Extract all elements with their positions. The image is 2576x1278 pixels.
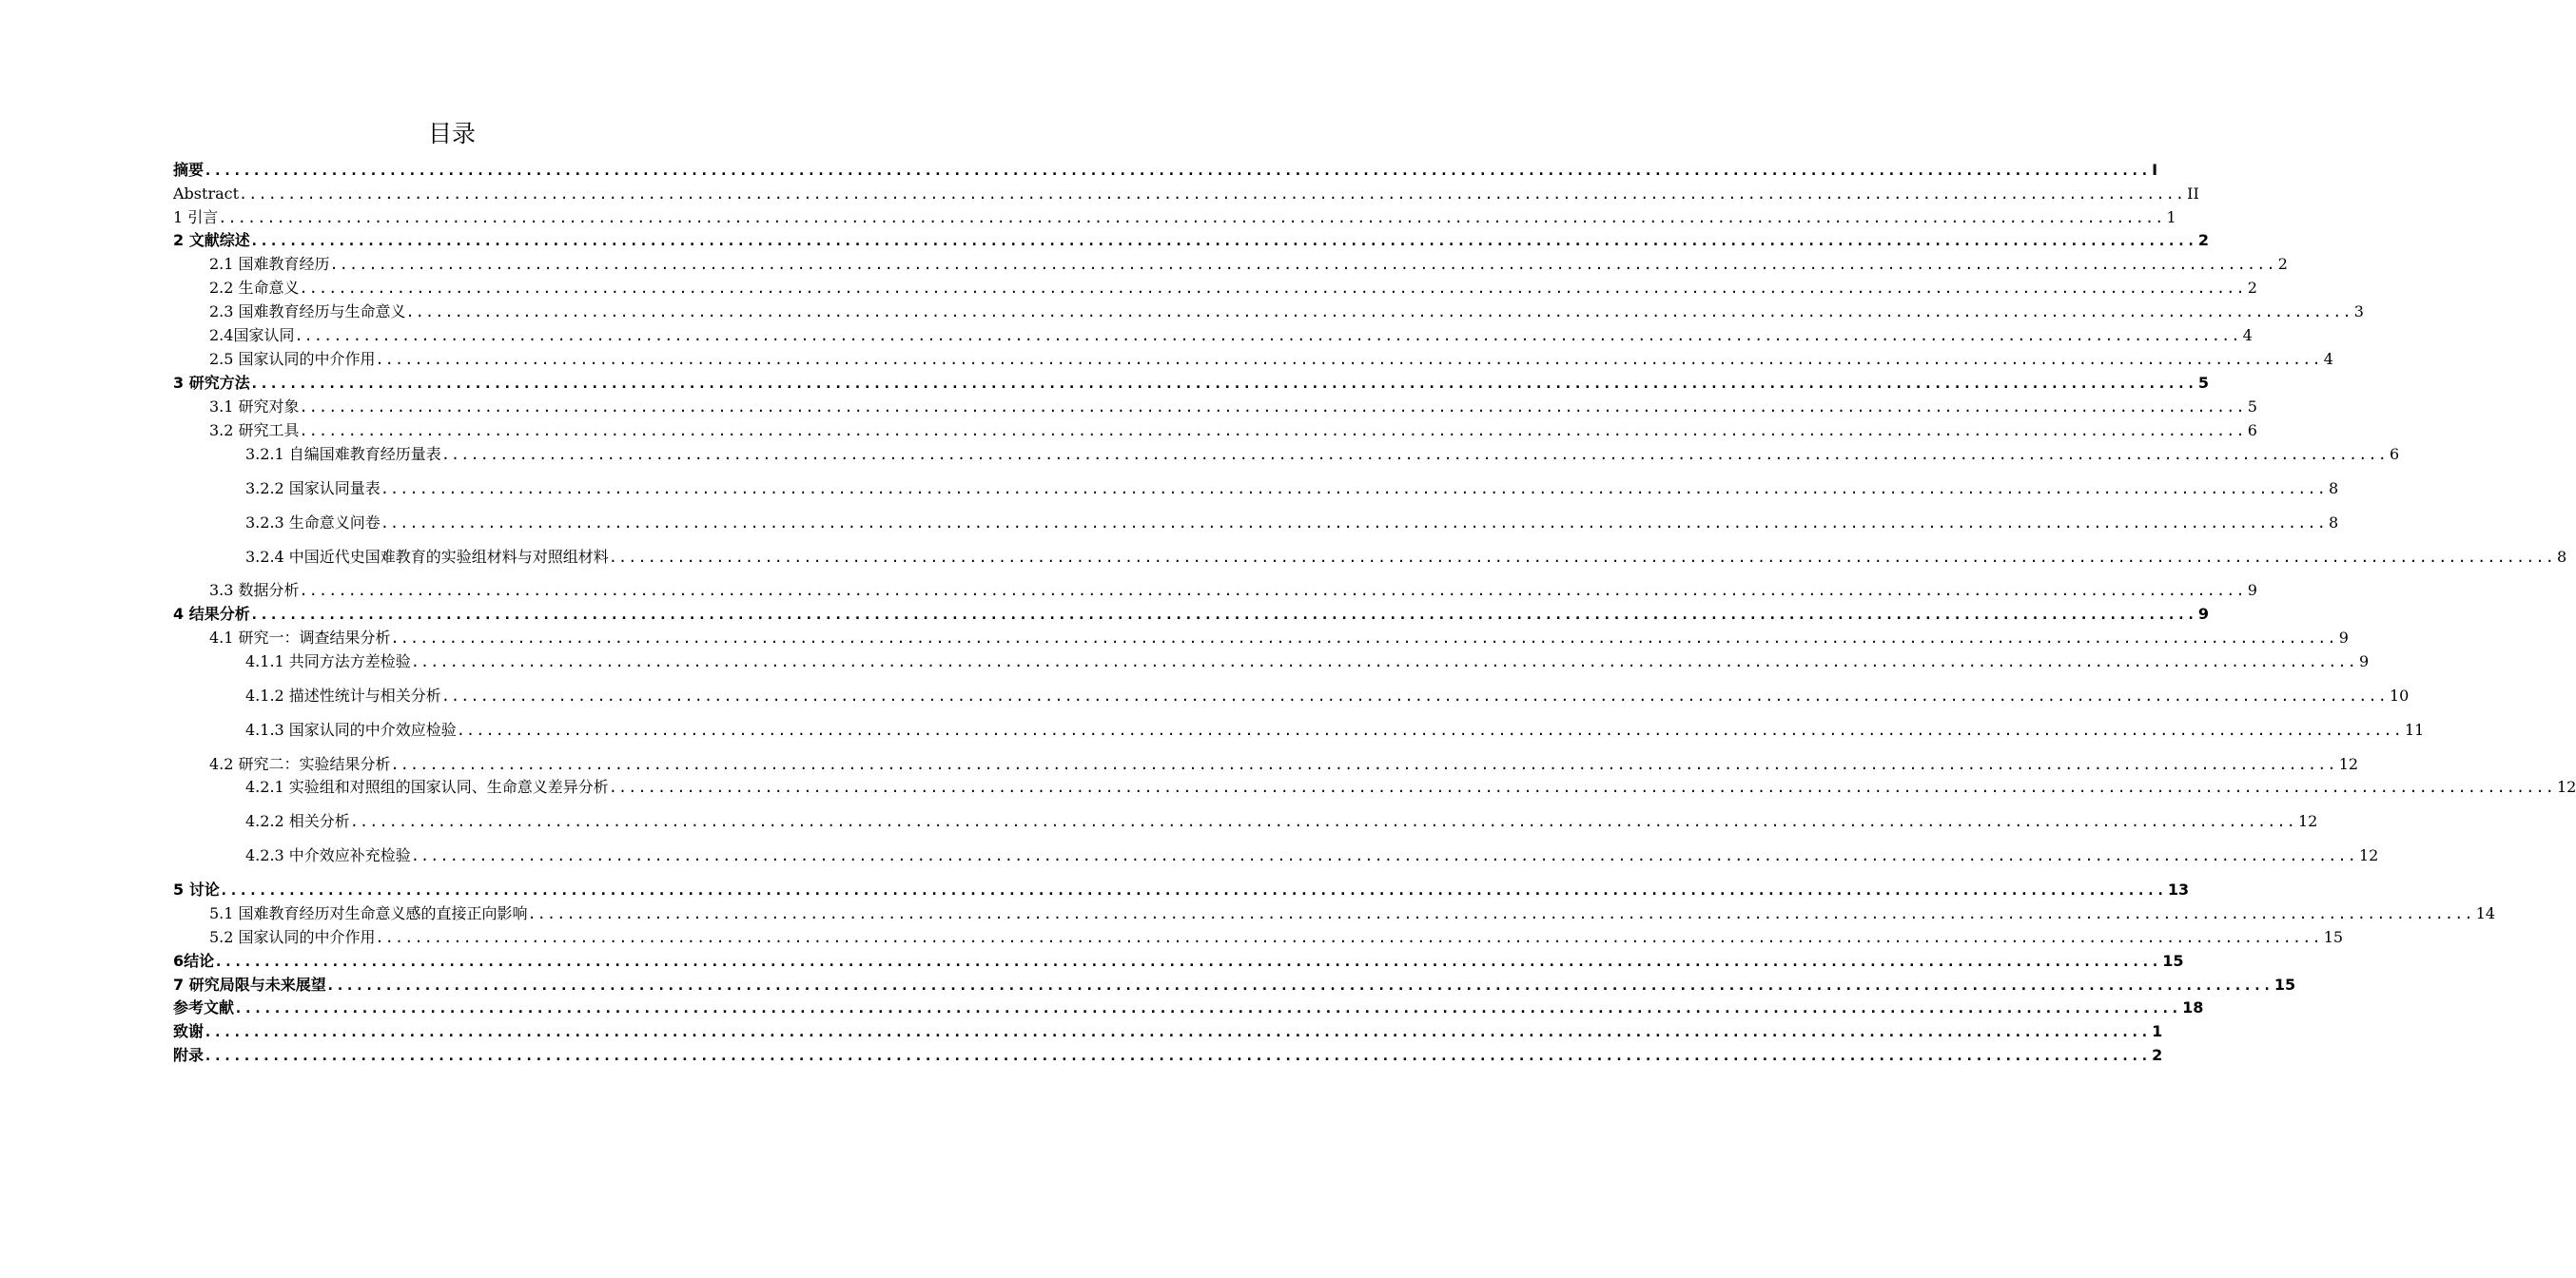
toc-entry-label: 4 结果分析 (173, 605, 250, 623)
toc-leader-dots: ........................................................................................................................................................................................................ (249, 232, 2196, 249)
toc-entry-label: 2.2 生命意义 (209, 279, 300, 297)
toc-entry[interactable] (245, 512, 2339, 534)
toc-leader-dots: ........................................................................................................................................................................................................ (608, 549, 2555, 566)
toc-entry-label: 4.1.1 共同方法方差检验 (245, 652, 411, 670)
toc-leader-dots: ........................................................................................................................................................................................................ (299, 398, 2246, 416)
toc-entry-label: 4.1 研究一：调查结果分析 (209, 629, 391, 647)
toc-leader-dots: ........................................................................................................................................................................................................ (294, 327, 2241, 344)
toc-entry-label: 7 研究局限与未来展望 (173, 976, 326, 994)
toc-entry-page-number: 2 (2152, 1046, 2163, 1064)
toc-entry[interactable] (245, 844, 2379, 867)
toc-entry[interactable] (209, 348, 2333, 371)
toc-entry-label: 3 研究方法 (173, 374, 250, 392)
toc-leader-dots: ........................................................................................................................................................................................................ (608, 779, 2555, 796)
toc-entry-page-number: 8 (2328, 479, 2339, 497)
toc-leader-dots: ........................................................................................................................................................................................................ (204, 162, 2151, 179)
toc-entry-page-number: 4 (2242, 326, 2253, 344)
toc-leader-dots: ........................................................................................................................................................................................................ (325, 977, 2273, 994)
toc-entry[interactable] (209, 753, 2359, 776)
toc-entry-page-number: 8 (2556, 548, 2567, 566)
toc-leader-dots: ........................................................................................................................................................................................................ (218, 209, 2165, 226)
toc-entry-page-number: 18 (2182, 998, 2204, 1017)
toc-entry-label: 3.2.1 自编国难教育经历量表 (245, 445, 441, 463)
toc-entry-page-number: 1 (2152, 1022, 2163, 1040)
toc-entry[interactable] (209, 396, 2257, 418)
toc-entry[interactable] (173, 1020, 2163, 1043)
toc-entry-label: 3.2.4 中国近代史国难教育的实验组材料与对照组材料 (245, 548, 609, 566)
toc-entry[interactable] (173, 372, 2210, 395)
toc-entry-page-number: 12 (2338, 755, 2359, 773)
toc-leader-dots: ........................................................................................................................................................................................................ (329, 256, 2276, 273)
toc-leader-dots: ........................................................................................................................................................................................................ (299, 422, 2246, 439)
toc-entry[interactable] (173, 997, 2204, 1019)
toc-entry-label: 3.2.3 生命意义问卷 (245, 513, 381, 532)
toc-entry-page-number: 9 (2247, 581, 2257, 599)
toc-entry[interactable] (245, 650, 2370, 673)
toc-entry-page-number: 10 (2389, 687, 2410, 705)
toc-leader-dots: ........................................................................................................................................................................................................ (299, 280, 2246, 297)
toc-leader-dots: ........................................................................................................................................................................................................ (527, 905, 2474, 922)
toc-entry-page-number: 15 (2323, 928, 2344, 946)
toc-leader-dots: ........................................................................................................................................................................................................ (440, 687, 2388, 705)
toc-entry-page-number: 2 (2277, 255, 2288, 273)
toc-leader-dots: ........................................................................................................................................................................................................ (204, 1023, 2151, 1040)
toc-entry-page-number: 5 (2247, 397, 2257, 416)
toc-entry-page-number: 6 (2247, 421, 2257, 439)
toc-entry-page-number: 3 (2353, 302, 2364, 320)
toc-leader-dots: ........................................................................................................................................................................................................ (375, 929, 2322, 946)
toc-entry-label: 1 引言 (173, 208, 219, 226)
toc-leader-dots: ........................................................................................................................................................................................................ (239, 185, 2186, 203)
toc-entry[interactable] (209, 253, 2288, 276)
toc-entry-page-number: 15 (2274, 976, 2296, 994)
toc-entry[interactable] (173, 879, 2190, 901)
toc-leader-dots: ........................................................................................................................................................................................................ (456, 722, 2403, 739)
toc-entry[interactable] (245, 776, 2576, 799)
toc-entry-page-number: 11 (2404, 721, 2425, 739)
toc-entry-label: 2.1 国难教育经历 (209, 255, 330, 273)
toc-entry-label: 4.1.2 描述性统计与相关分析 (245, 687, 441, 705)
toc-entry-page-number: 12 (2556, 778, 2576, 796)
toc-entry[interactable] (173, 950, 2184, 973)
toc-entry-page-number: 12 (2358, 846, 2379, 864)
toc-leader-dots: ........................................................................................................................................................................................................ (234, 999, 2181, 1017)
toc-entry[interactable] (209, 627, 2349, 649)
toc-entry-page-number: 9 (2197, 605, 2210, 623)
toc-entry-page-number: 12 (2297, 812, 2318, 830)
toc-entry-page-number: 13 (2167, 881, 2190, 899)
toc-leader-dots: ........................................................................................................................................................................................................ (299, 582, 2246, 599)
toc-entry-page-number: 2 (2247, 279, 2257, 297)
toc-leader-dots: ........................................................................................................................................................................................................ (249, 606, 2196, 623)
toc-entry-page-number: 9 (2358, 652, 2370, 670)
toc-entry[interactable] (209, 277, 2257, 300)
toc-entry-label: 3.2.2 国家认同量表 (245, 479, 381, 497)
toc-entry-label: 6结论 (173, 952, 215, 970)
toc-entry-label: 4.2.1 实验组和对照组的国家认同、生命意义差异分析 (245, 778, 609, 796)
toc-entry[interactable] (209, 324, 2253, 347)
toc-leader-dots: ........................................................................................................................................................................................................ (214, 953, 2161, 970)
toc-entry[interactable] (209, 419, 2257, 442)
toc-leader-dots: ........................................................................................................................................................................................................ (204, 1047, 2151, 1064)
toc-entry[interactable] (245, 546, 2567, 569)
toc-entry-label: 摘要 (173, 161, 205, 179)
toc-entry[interactable] (245, 443, 2400, 466)
toc-entry-page-number: 1 (2166, 208, 2176, 226)
toc-leader-dots: ........................................................................................................................................................................................................ (380, 480, 2327, 497)
toc-leader-dots: ........................................................................................................................................................................................................ (390, 756, 2337, 773)
toc-entry-label: 3.2 研究工具 (209, 421, 300, 439)
toc-leader-dots: ........................................................................................................................................................................................................ (405, 303, 2352, 320)
toc-leader-dots: ........................................................................................................................................................................................................ (410, 847, 2357, 864)
toc-entry[interactable] (173, 206, 2176, 229)
toc-entry[interactable] (173, 229, 2210, 252)
toc-entry-page-number: II (2187, 184, 2199, 203)
toc-entry-label: 2.3 国难教育经历与生命意义 (209, 302, 406, 320)
toc-entry-label: 附录 (173, 1046, 205, 1064)
toc-entry-page-number: 5 (2197, 374, 2210, 392)
toc-entry-page-number: 4 (2323, 350, 2333, 368)
toc-entry-label: 4.2.3 中介效应补充检验 (245, 846, 411, 864)
toc-entry[interactable] (173, 603, 2210, 626)
toc-leader-dots: ........................................................................................................................................................................................................ (219, 881, 2166, 899)
toc-entry-page-number: 14 (2475, 904, 2496, 922)
page-title: 目录 (427, 120, 476, 147)
toc-entry[interactable] (245, 719, 2425, 742)
toc-entry[interactable] (209, 579, 2257, 602)
toc-leader-dots: ........................................................................................................................................................................................................ (249, 375, 2196, 392)
toc-entry-label: 5.1 国难教育经历对生命意义感的直接正向影响 (209, 904, 528, 922)
toc-entry-label: 3.3 数据分析 (209, 581, 300, 599)
toc-entry-label: 4.1.3 国家认同的中介效应检验 (245, 721, 457, 739)
toc-entry-page-number: 2 (2197, 231, 2210, 249)
toc-entry[interactable] (245, 477, 2339, 500)
toc-leader-dots: ........................................................................................................................................................................................................ (390, 629, 2337, 647)
toc-leader-dots: ........................................................................................................................................................................................................ (349, 813, 2296, 830)
toc-entry-label: 2.5 国家认同的中介作用 (209, 350, 376, 368)
toc-entry[interactable] (173, 183, 2199, 205)
toc-entry[interactable] (209, 300, 2364, 323)
toc-entry-page-number: 9 (2338, 629, 2349, 647)
toc-entry-label: 参考文献 (173, 998, 235, 1017)
toc-entry[interactable] (209, 902, 2496, 925)
toc-entry-label: 2.4国家认同 (209, 326, 295, 344)
toc-entry-label: 5 讨论 (173, 881, 220, 899)
toc-entry[interactable] (245, 810, 2318, 833)
toc-entry-label: 5.2 国家认同的中介作用 (209, 928, 376, 946)
toc-entry-page-number: 15 (2162, 952, 2184, 970)
toc-entry-label: 致谢 (173, 1022, 205, 1040)
toc-leader-dots: ........................................................................................................................................................................................................ (380, 514, 2327, 532)
toc-entry[interactable] (173, 1044, 2163, 1067)
toc-entry-label: 3.1 研究对象 (209, 397, 300, 416)
toc-entry[interactable] (209, 926, 2344, 949)
toc-leader-dots: ........................................................................................................................................................................................................ (410, 653, 2357, 670)
toc-leader-dots: ........................................................................................................................................................................................................ (440, 446, 2388, 463)
toc-leader-dots: ........................................................................................................................................................................................................ (375, 351, 2322, 368)
toc-entry-label: Abstract (173, 184, 240, 203)
toc-entry-label: 4.2 研究二：实验结果分析 (209, 755, 391, 773)
toc-entry[interactable] (173, 974, 2296, 997)
toc-entry-page-number: I (2152, 161, 2158, 179)
toc-entry-label: 2 文献综述 (173, 231, 250, 249)
toc-entry-label: 4.2.2 相关分析 (245, 812, 350, 830)
toc-entry-page-number: 6 (2389, 445, 2400, 463)
toc-entry[interactable] (245, 685, 2410, 707)
toc-entry[interactable] (173, 159, 2158, 182)
toc-entry-page-number: 8 (2328, 513, 2339, 532)
